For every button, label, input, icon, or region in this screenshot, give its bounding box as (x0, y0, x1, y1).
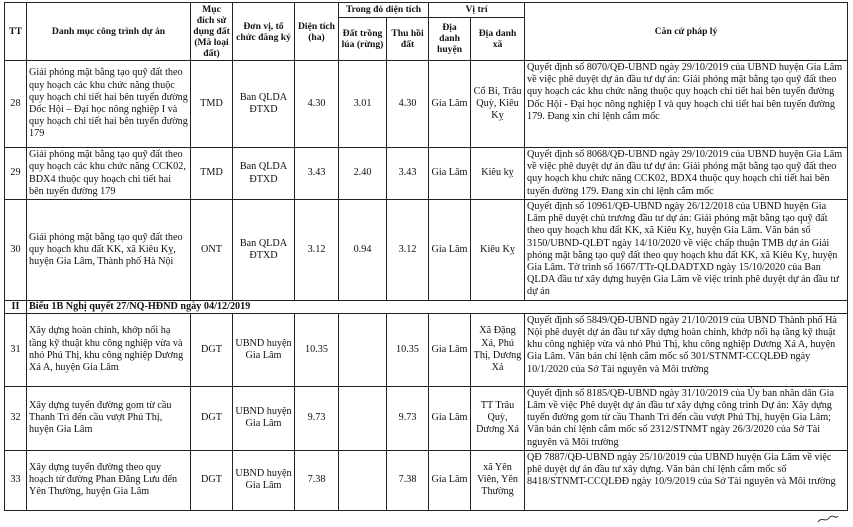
table-row (5, 450, 848, 510)
legal-basis: Quyết định số 5849/QĐ-UBND ngày 21/10/2019 của UBND Thành phố Hà Nội phê duyệt dự án đầu tư xây dựng hoàn chỉnh, khớp nối hạ tầng kỹ thuật khu công nghiệp vừa và nhỏ Phú Thị, khu công nghiệp Dương Xá A, huyện Gia Lâm. Văn bản chỉ lệnh cắm mốc số 301/STNMT-CCQLĐĐ ngày 10/1/2020 của Sở Tài nguyên và Môi trường (525, 313, 848, 386)
commune-name: Kiêu kỵ (471, 148, 525, 200)
legal-basis: Quyết định số 10961/QĐ-UBND ngày 26/12/2018 của UBND huyện Gia Lâm phê duyệt chủ trương đầu tư dự án: Giải phóng mặt bằng tạo quỹ đất theo quy hoạch khu đất KK, xã Kiêu Kỵ, huyện Gia Lâm. Văn bản số 3150/UBND-QLĐT ngày 14/10/2020 về việc chấp thuận TMB dự án Giải phóng mặt bằng tạo quỹ đất theo quy hoạch khu đất KK, xã Kiêu Kỵ, huyện Gia Lâm. Tờ trình số 1667/TTr-QLDADTXD ngày 15/10/2020 của Ban QLDA đầu tư xây dựng huyện Gia Lâm về việc trình phê duyệt dự án đầu tư dự án (525, 200, 848, 301)
rice-land-value (339, 313, 387, 386)
district-name: Gia Lâm (429, 313, 471, 386)
table-row (5, 61, 848, 148)
land-purpose: DGT (191, 450, 233, 510)
header-rice-land: Đất trồng lúa (rừng) (339, 17, 387, 61)
area-value: 3.43 (295, 148, 339, 200)
table-row (5, 148, 848, 200)
header-district: Địa danh huyện (429, 17, 471, 61)
project-name: Giải phóng mặt bằng tạo quỹ đất theo quy hoạch các khu chức năng CCK02, BDX4 thuộc quy hoạch chi tiết hai bên tuyến đường 179 (27, 148, 191, 200)
commune-name: Cổ Bi, Trâu Quỳ, Kiêu Kỵ (471, 61, 525, 148)
row-number: 30 (5, 200, 27, 301)
project-name: Xây dựng hoàn chỉnh, khớp nối hạ tầng kỹ thuật khu công nghiệp vừa và nhỏ Phú Thị, khu công nghiệp Dương Xá A, huyện Gia Lâm (27, 313, 191, 386)
district-name: Gia Lâm (429, 61, 471, 148)
rice-land-value: 0.94 (339, 200, 387, 301)
legal-basis: Quyết định số 8070/QĐ-UBND ngày 29/10/2019 của UBND huyện Gia Lâm về việc phê duyệt dự án đầu tư dự án: Giải phóng mặt bằng tạo quỹ đất theo quy hoạch các khu chức năng thuộc quy hoạch chi tiết hai bên tuyến đường Dốc Hội - Đại học nông nghiệp I và quy hoạch chi tiết hai bên tuyến đường 179. Đang xin chỉ lệnh cắm mốc (525, 61, 848, 148)
header-area-group: Trong đó diện tích (339, 3, 429, 18)
header-tt: TT (5, 3, 27, 61)
area-value: 9.73 (295, 386, 339, 450)
land-use-table (4, 2, 848, 511)
district-name: Gia Lâm (429, 450, 471, 510)
registering-unit: UBND huyện Gia Lâm (233, 313, 295, 386)
registering-unit: Ban QLDA ĐTXD (233, 148, 295, 200)
header-location: Vị trí (429, 3, 525, 18)
district-name: Gia Lâm (429, 200, 471, 301)
header-project-name: Danh mục công trình dự án (27, 3, 191, 61)
rice-land-value: 2.40 (339, 148, 387, 200)
recovered-land-value: 3.43 (387, 148, 429, 200)
commune-name: Kiêu Kỵ (471, 200, 525, 301)
row-number: 33 (5, 450, 27, 510)
project-name: Xây dựng tuyến đường gom từ cầu Thanh Trì đến cầu vượt Phú Thị, huyện Gia Lâm (27, 386, 191, 450)
commune-name: xã Yên Viên, Yên Thường (471, 450, 525, 510)
district-name: Gia Lâm (429, 386, 471, 450)
section-row (5, 300, 848, 313)
land-purpose: TMD (191, 148, 233, 200)
project-name: Giải phóng mặt bằng tạo quỹ đất theo quy hoạch khu đất KK, xã Kiêu Kỵ, huyện Gia Lâm, Thành phố Hà Nội (27, 200, 191, 301)
land-purpose: ONT (191, 200, 233, 301)
row-number: 31 (5, 313, 27, 386)
legal-basis: QĐ 7887/QĐ-UBND ngày 25/10/2019 của UBND huyện Gia Lâm về việc phê duyệt dự án đầu tư xây dựng. Văn bản chỉ lệnh cắm mốc số 8418/STNMT-CCQLĐĐ ngày 10/9/2019 của Sở Tài nguyên và Môi trường (525, 450, 848, 510)
recovered-land-value: 3.12 (387, 200, 429, 301)
table-row (5, 386, 848, 450)
land-purpose: TMD (191, 61, 233, 148)
registering-unit: UBND huyện Gia Lâm (233, 450, 295, 510)
recovered-land-value: 4.30 (387, 61, 429, 148)
legal-basis: Quyết định số 8068/QĐ-UBND ngày 29/10/2019 của UBND huyện Gia Lâm về việc phê duyệt dự án đầu tư dự án: Giải phóng mặt bằng tạo quỹ đất theo quy hoạch khu chức năng CCK02, BDX4 thuộc quy hoạch chi tiết hai bên tuyến đường 179. Đang xin chỉ lệnh cắm mốc (525, 148, 848, 200)
table-row (5, 200, 848, 301)
commune-name: TT Trâu Quỳ, Dương Xá (471, 386, 525, 450)
header-unit: Đơn vị, tổ chức đăng ký (233, 3, 295, 61)
section-number: II (5, 300, 27, 313)
land-purpose: DGT (191, 313, 233, 386)
project-name: Xây dựng tuyến đường theo quy hoạch từ đường Phan Đăng Lưu đến Yên Thường, huyện Gia Lâm (27, 450, 191, 510)
row-number: 32 (5, 386, 27, 450)
rice-land-value (339, 450, 387, 510)
commune-name: Xã Đặng Xá, Phú Thị, Dương Xá (471, 313, 525, 386)
header-legal-basis: Căn cứ pháp lý (525, 3, 848, 61)
row-number: 29 (5, 148, 27, 200)
row-number: 28 (5, 61, 27, 148)
legal-basis: Quyết định số 8185/QĐ-UBND ngày 31/10/2019 của Ủy ban nhân dân Gia Lâm về việc Phê duyệt dự án đầu tư xây dựng công trình Dự án: Xây dựng tuyến đường gom từ cầu Thanh Trì đến cầu vượt Phú Thị, huyện Gia Lâm; Văn bản chỉ lệnh cắm mốc số 2312/STNMT ngày 26/3/2020 của Sở Tài nguyên và Môi trường (525, 386, 848, 450)
registering-unit: Ban QLDA ĐTXD (233, 200, 295, 301)
area-value: 7.38 (295, 450, 339, 510)
area-value: 10.35 (295, 313, 339, 386)
area-value: 4.30 (295, 61, 339, 148)
registering-unit: UBND huyện Gia Lâm (233, 386, 295, 450)
district-name: Gia Lâm (429, 148, 471, 200)
land-purpose: DGT (191, 386, 233, 450)
registering-unit: Ban QLDA ĐTXD (233, 61, 295, 148)
signature-mark-icon (817, 514, 839, 524)
recovered-land-value: 9.73 (387, 386, 429, 450)
header-recovered-land: Thu hồi đất (387, 17, 429, 61)
rice-land-value: 3.01 (339, 61, 387, 148)
recovered-land-value: 10.35 (387, 313, 429, 386)
recovered-land-value: 7.38 (387, 450, 429, 510)
project-name: Giải phóng mặt bằng tạo quỹ đất theo quy hoạch các khu chức năng thuộc quy hoạch chi tiết hai bên tuyến đường Dốc Hội – Đại học nông nghiệp I và quy hoạch chi tiết hai bên tuyến đường 179 (27, 61, 191, 148)
section-title: Biểu 1B Nghị quyết 27/NQ-HĐND ngày 04/12/2019 (27, 300, 848, 313)
header-area: Diện tích (ha) (295, 3, 339, 61)
area-value: 3.12 (295, 200, 339, 301)
header-purpose: Mục đích sử dụng đất (Mã loại đất) (191, 3, 233, 61)
rice-land-value (339, 386, 387, 450)
table-row (5, 313, 848, 386)
header-commune: Địa danh xã (471, 17, 525, 61)
